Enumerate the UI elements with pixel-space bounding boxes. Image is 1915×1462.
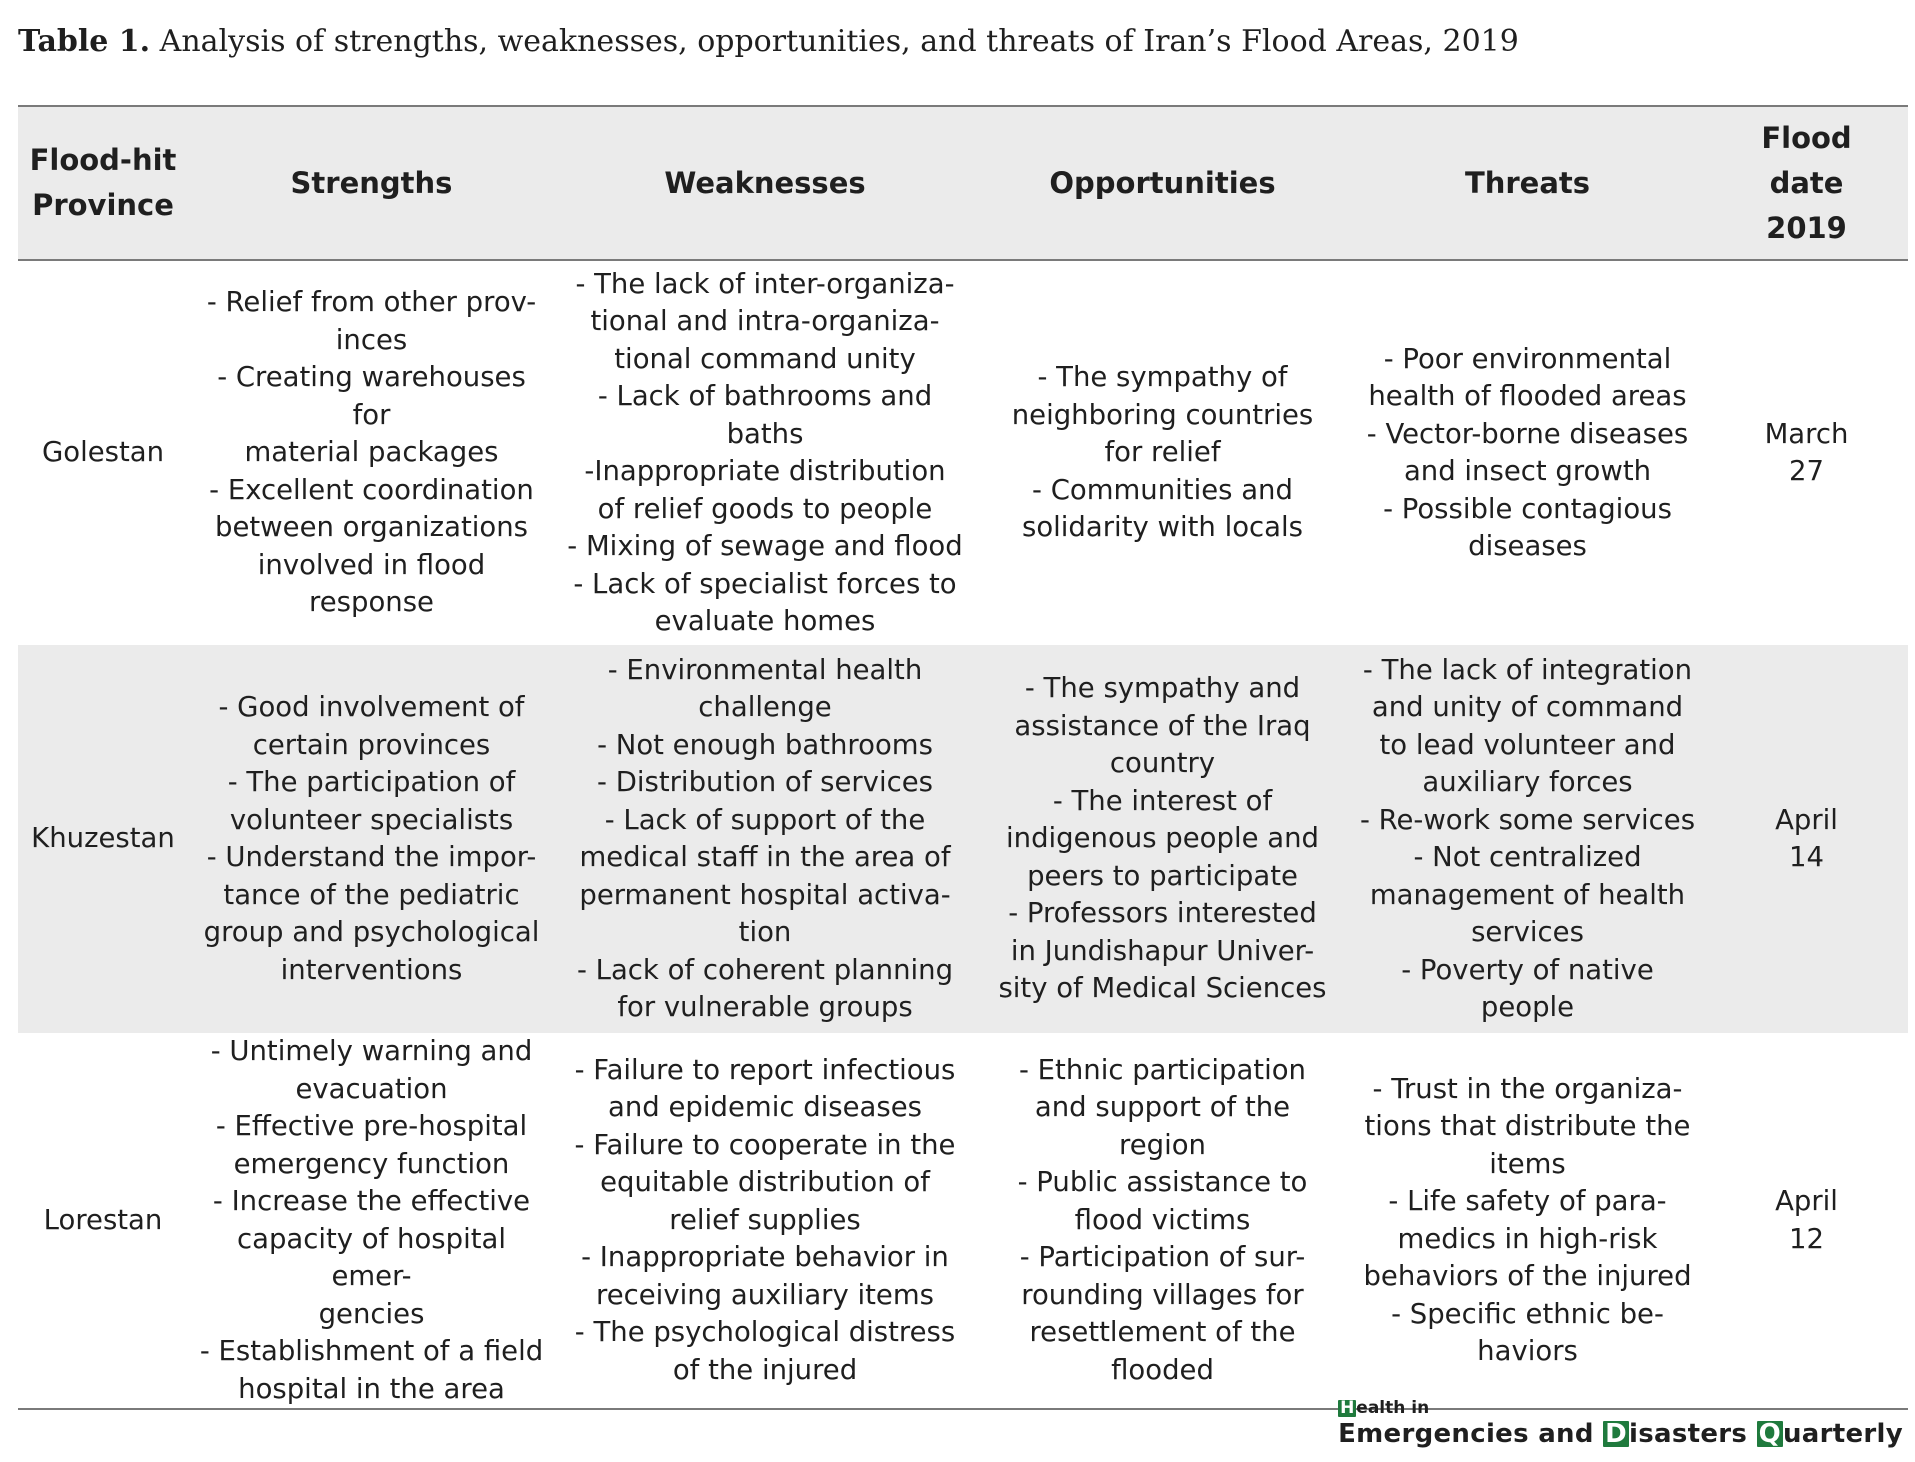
header-row bbox=[18, 106, 1908, 260]
swot-table-container bbox=[18, 105, 1908, 1410]
logo-text-quarterly: uarterly bbox=[1782, 1419, 1903, 1449]
cell-threats: - Poor environmental health of flooded areas - Vector-borne diseases and insect growth - Possible contagious diseases bbox=[1366, 342, 1689, 562]
logo-initial-h: H bbox=[1340, 1398, 1355, 1418]
table-row-golestan bbox=[18, 260, 1908, 645]
table-row-khuzestan bbox=[18, 645, 1908, 1033]
swot-table bbox=[18, 105, 1908, 1410]
logo-text-disasters: isasters bbox=[1629, 1419, 1757, 1449]
cell-province: Golestan bbox=[41, 436, 165, 469]
logo-text-emergencies: Emergencies and bbox=[1338, 1419, 1604, 1449]
table-body bbox=[18, 260, 1908, 1409]
table-header bbox=[18, 106, 1908, 260]
cell-flood-date: April 12 bbox=[1775, 1185, 1838, 1255]
cell-threats: - Trust in the organiza- tions that distribute the items - Life safety of para- medics in high-risk behaviors of the injured - Specific ethnic be- haviors bbox=[1363, 1072, 1692, 1367]
header-flood-date: Flood date 2019 bbox=[1761, 120, 1852, 245]
cell-opportunities: - Ethnic participation and support of the region - Public assistance to flood victims - Participation of sur- rounding villages for resettlement of the flooded bbox=[1017, 1053, 1308, 1386]
logo-line-2 bbox=[1338, 1418, 1903, 1450]
logo-line-1 bbox=[1338, 1398, 1903, 1418]
logo-initial-q: Q bbox=[1758, 1419, 1781, 1449]
table-row-lorestan bbox=[18, 1033, 1908, 1409]
cell-weaknesses: - Failure to report infectious and epidemic diseases - Failure to cooperate in the equitable distribution of relief supplies - Inappropriate behavior in receiving auxiliary items - The psychological distress of the injured bbox=[574, 1053, 956, 1386]
logo-line-1-text: ealth in bbox=[1356, 1398, 1430, 1418]
header-strengths: Strengths bbox=[290, 165, 453, 200]
cell-province: Khuzestan bbox=[31, 822, 175, 855]
cell-strengths: - Good involvement of certain provinces - The participation of volunteer specialists - Understand the impor- tance of the pediatric group and psychological interventions bbox=[203, 691, 540, 986]
cell-province: Lorestan bbox=[43, 1203, 163, 1236]
header-province: Flood-hit Province bbox=[29, 143, 177, 222]
table-caption bbox=[18, 24, 1519, 59]
header-threats: Threats bbox=[1464, 165, 1591, 200]
cell-strengths: - Untimely warning and evacuation - Effective pre-hospital emergency function - Increase the effective capacity of hospital emer- gencies - Establishment of a field hospital in the area bbox=[199, 1035, 544, 1405]
cell-weaknesses: - The lack of inter-organiza- tional and intra-organiza- tional command unity - Lack of bathrooms and baths -Inappropriate distribution of relief goods to people - Mixing of sewage and flood - Lack of specialist forces to evaluate homes bbox=[567, 267, 963, 637]
cell-opportunities: - The sympathy of neighboring countries for relief - Communities and solidarity with locals bbox=[1011, 361, 1314, 544]
caption-text: Analysis of strengths, weaknesses, opportunities, and threats of Iran’s Flood Areas, 2019 bbox=[150, 24, 1519, 59]
cell-weaknesses: - Environmental health challenge - Not enough bathrooms - Distribution of services - Lack of support of the medical staff in the area of permanent hospital activa- tion - Lack of coherent planning for vulnerable groups bbox=[576, 653, 954, 1023]
header-weaknesses: Weaknesses bbox=[664, 165, 866, 200]
logo-initial-d: D bbox=[1605, 1419, 1628, 1449]
cell-strengths: - Relief from other prov- inces - Creating warehouses for material packages - Excellent coordination between organizations involved in flood response bbox=[206, 286, 537, 619]
cell-threats: - The lack of integration and unity of command to lead volunteer and auxiliary forces - Re-work some services - Not centralized management of health services - Poverty of native people bbox=[1359, 653, 1696, 1023]
cell-flood-date: March 27 bbox=[1764, 417, 1849, 487]
cell-opportunities: - The sympathy and assistance of the Iraq country - The interest of indigenous people and peers to participate - Professors interested in Jundishapur Univer- sity of Medical Sciences bbox=[998, 672, 1327, 1005]
header-opportunities: Opportunities bbox=[1049, 165, 1276, 200]
journal-logo bbox=[1338, 1398, 1903, 1450]
cell-flood-date: April 14 bbox=[1775, 803, 1838, 873]
caption-label: Table 1. bbox=[18, 24, 151, 59]
